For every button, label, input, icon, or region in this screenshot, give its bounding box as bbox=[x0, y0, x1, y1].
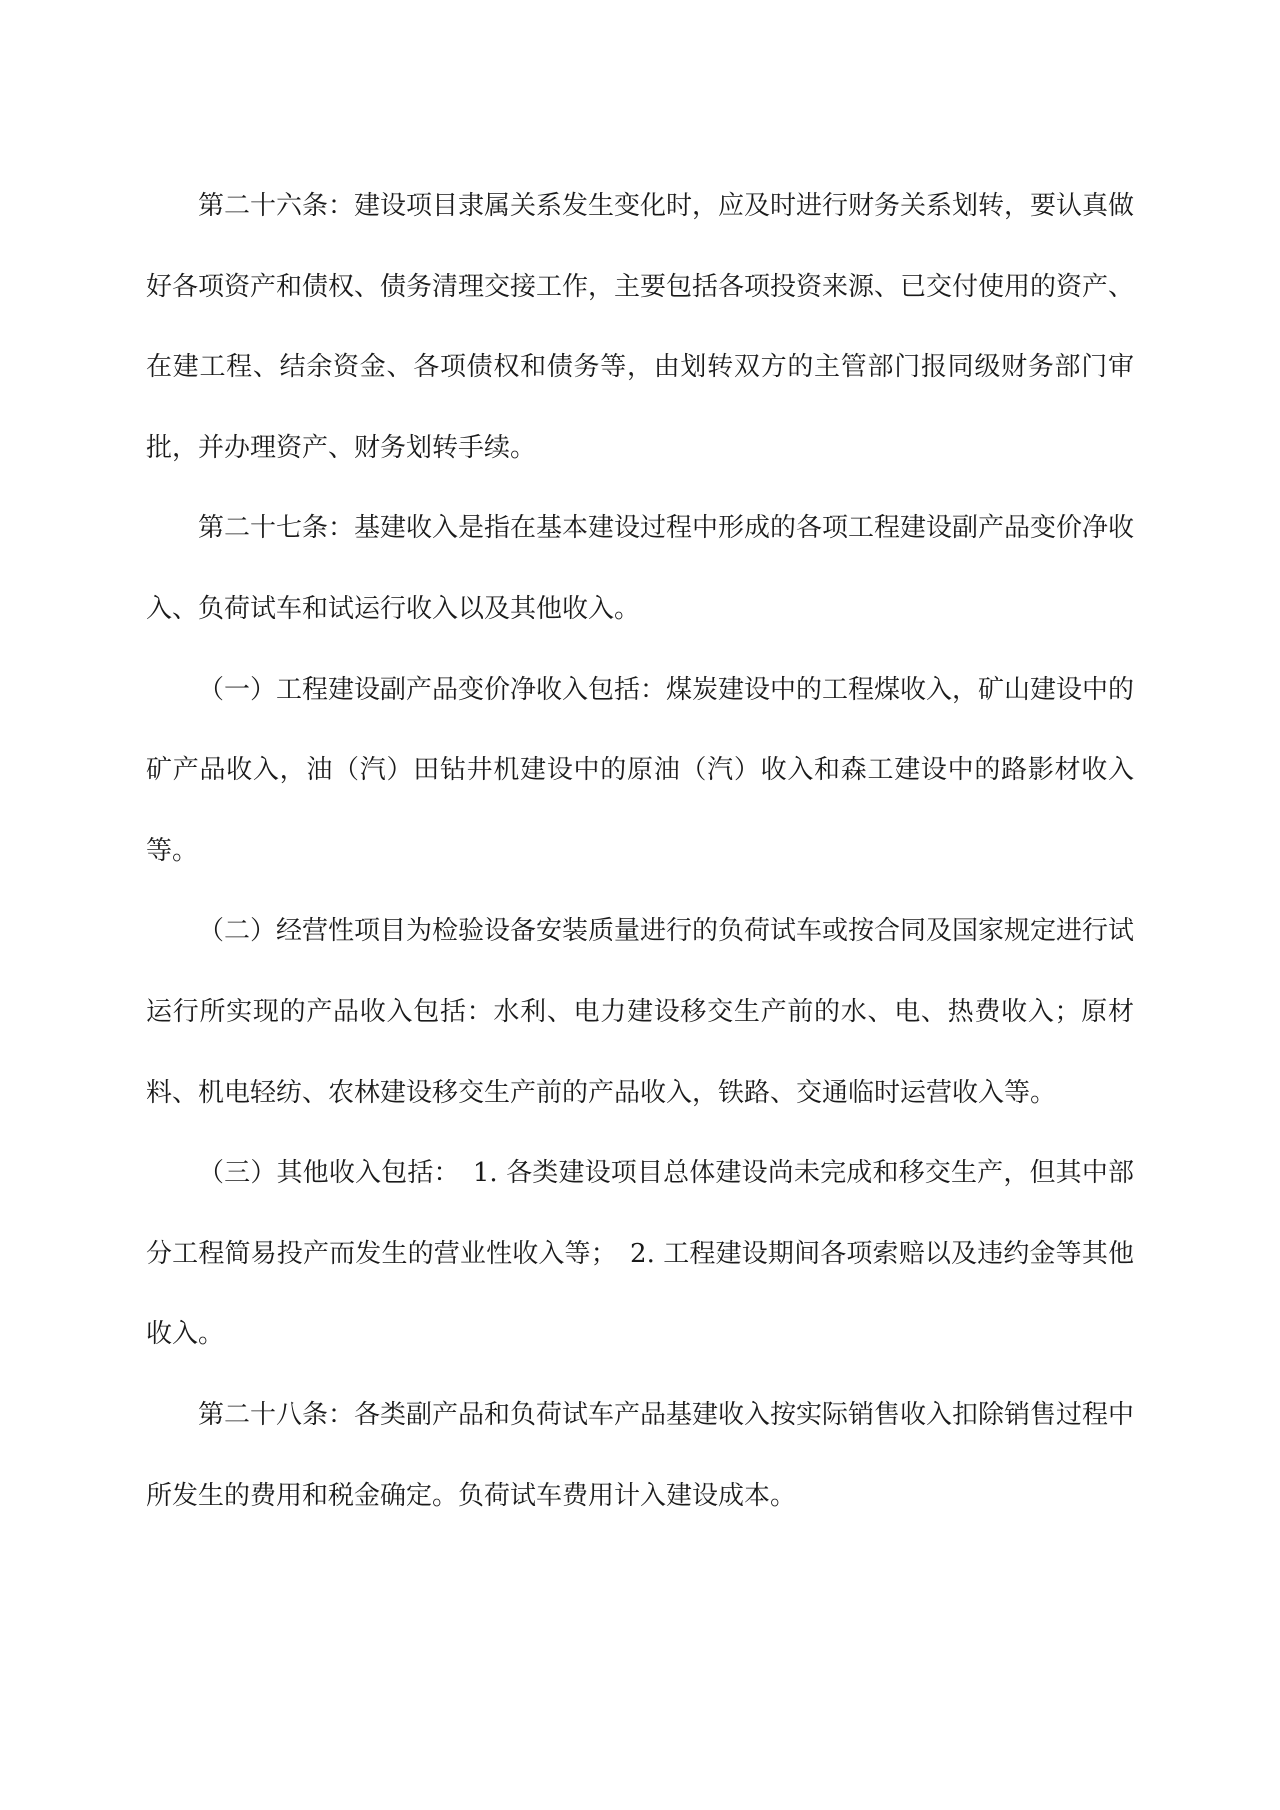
clause-1-paragraph: （一）工程建设副产品变价净收入包括：煤炭建设中的工程煤收入，矿山建设中的矿产品收入，油（汽）田钻井机建设中的原油（汽）收入和森工建设中的路影材收入等。 bbox=[146, 674, 1135, 866]
article-26-paragraph: 第二十六条：建设项目隶属关系发生变化时，应及时进行财务关系划转，要认真做好各项资产和债权、债务清理交接工作，主要包括各项投资来源、已交付使用的资产、在建工程、结余资金、各项债权和债务等，由划转双方的主管部门报同级财务部门审批，并办理资产、财务划转手续。 bbox=[146, 191, 1135, 463]
document-body bbox=[146, 166, 1134, 1536]
clause-2-paragraph: （二）经营性项目为检验设备安装质量进行的负荷试车或按合同及国家规定进行试运行所实现的产品收入包括：水利、电力建设移交生产前的水、电、热费收入；原材料、机电轻纺、农林建设移交生产前的产品收入，铁路、交通临时运营收入等。 bbox=[146, 916, 1135, 1108]
article-28-paragraph: 第二十八条：各类副产品和负荷试车产品基建收入按实际销售收入扣除销售过程中所发生的费用和税金确定。负荷试车费用计入建设成本。 bbox=[146, 1399, 1135, 1511]
article-27-paragraph: 第二十七条：基建收入是指在基本建设过程中形成的各项工程建设副产品变价净收入、负荷试车和试运行收入以及其他收入。 bbox=[146, 513, 1135, 624]
clause-3-paragraph: （三）其他收入包括： 1. 各类建设项目总体建设尚未完成和移交生产，但其中部分工程简易投产而发生的营业性收入等； 2. 工程建设期间各项索赔以及违约金等其他收入。 bbox=[146, 1158, 1134, 1350]
